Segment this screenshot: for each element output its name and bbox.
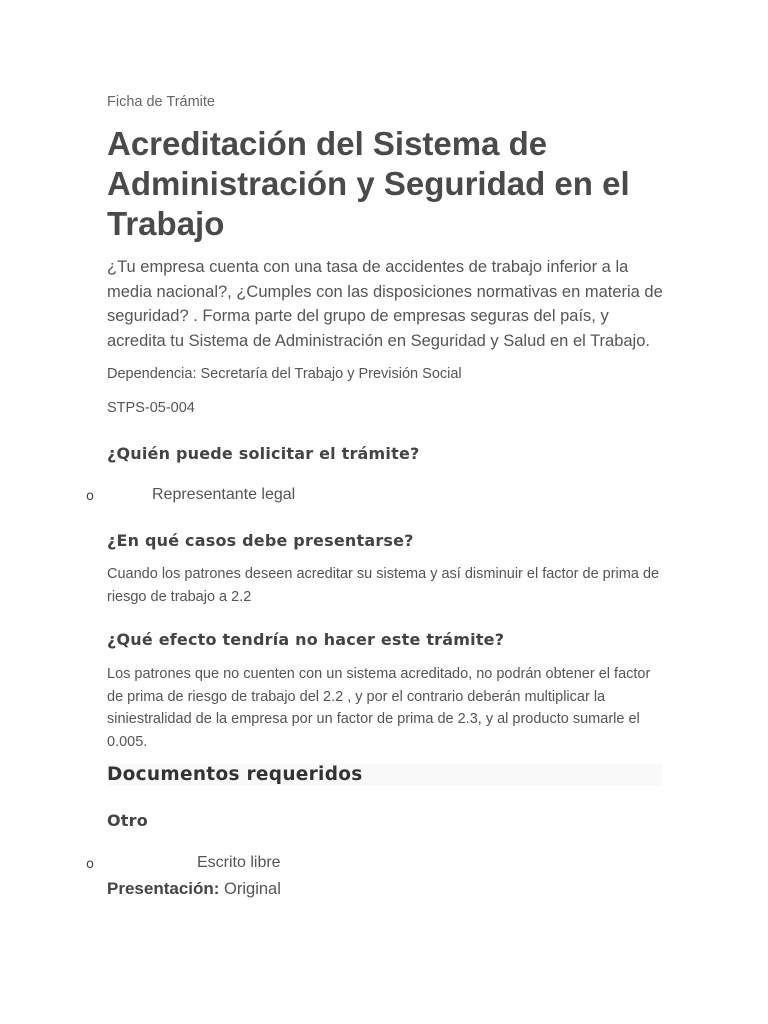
bullet-marker: o xyxy=(86,857,94,872)
list-item-representante: Representante legal xyxy=(152,486,296,503)
presentacion-label: Presentación: xyxy=(107,879,220,898)
list-item-escrito: Escrito libre xyxy=(197,854,281,871)
heading-efecto: ¿Qué efecto tendría no hacer este trámite? xyxy=(107,630,505,649)
heading-otro: Otro xyxy=(107,811,148,830)
casos-paragraph: Cuando los patrones deseen acreditar su sistema y así disminuir el factor de prima de riesgo de trabajo a 2.2 xyxy=(107,566,660,605)
bullet-marker: o xyxy=(86,489,94,504)
heading-quien: ¿Quién puede solicitar el trámite? xyxy=(107,444,420,463)
heading-documentos: Documentos requeridos xyxy=(107,764,363,785)
presentacion-line xyxy=(107,879,281,899)
dependencia-text: Dependencia: Secretaría del Trabajo y Previsión Social xyxy=(107,366,462,382)
page-title: Acreditación del Sistema de Administración y Seguridad en el Trabajo xyxy=(107,125,630,242)
presentacion-value: Original xyxy=(219,880,281,898)
efecto-paragraph: Los patrones que no cuenten con un sistema acreditado, no podrán obtener el factor de prima de riesgo de trabajo del 2.2 , y por el contrario deberán multiplicar la siniestralidad de la empresa por un factor de prima de 2.3, y al producto sumarle el 0.005. xyxy=(107,666,651,750)
procedure-code: STPS-05-004 xyxy=(107,400,195,416)
lead-paragraph: ¿Tu empresa cuenta con una tasa de accidentes de trabajo inferior a la media nacional?, ¿Cumples con las disposiciones normativas en materia de seguridad? . Forma parte del grupo de empresas seguras del país, y acredita tu Sistema de Administración en Seguridad y Salud en el Trabajo. xyxy=(107,258,663,350)
heading-casos: ¿En qué casos debe presentarse? xyxy=(107,531,414,550)
page-eyebrow: Ficha de Trámite xyxy=(107,94,215,110)
